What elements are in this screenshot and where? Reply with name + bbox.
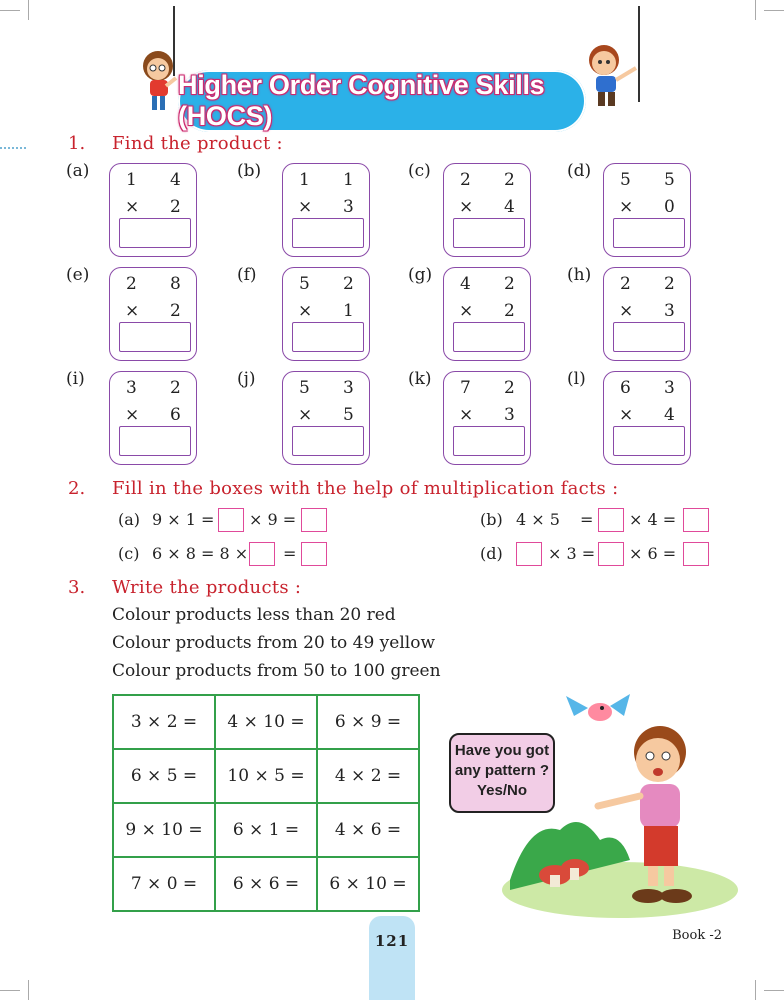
multiplier: 4 — [664, 405, 675, 425]
problem-label: (f) — [237, 265, 257, 285]
product-cell[interactable]: 6 × 10 = — [317, 857, 419, 911]
q3-instruction-1: Colour products less than 20 red — [112, 605, 396, 625]
bubble-line-1: Have you got — [454, 742, 550, 759]
problem-card — [282, 371, 370, 465]
times-sign: × — [619, 301, 634, 321]
ones-digit: 2 — [343, 274, 354, 294]
tens-digit: 2 — [126, 274, 137, 294]
answer-box[interactable] — [119, 322, 191, 352]
q2b-part2: = — [580, 510, 594, 529]
product-cell[interactable]: 4 × 10 = — [215, 695, 317, 749]
answer-box[interactable] — [613, 426, 685, 456]
tens-digit: 6 — [620, 378, 631, 398]
times-sign: × — [125, 301, 140, 321]
q3-instruction-3: Colour products from 50 to 100 green — [112, 661, 441, 681]
product-cell[interactable]: 4 × 6 = — [317, 803, 419, 857]
q2c-label: (c) — [118, 544, 140, 563]
problem-label: (c) — [408, 161, 431, 181]
times-sign: × — [125, 197, 140, 217]
tens-digit: 5 — [620, 170, 631, 190]
problem-card — [603, 371, 691, 465]
answer-box[interactable] — [292, 218, 364, 248]
problem-label: (h) — [567, 265, 592, 285]
tens-digit: 5 — [299, 378, 310, 398]
ones-digit: 4 — [170, 170, 181, 190]
ones-digit: 5 — [664, 170, 675, 190]
title-banner — [178, 70, 586, 132]
page-number: 121 — [374, 932, 410, 950]
times-sign: × — [619, 405, 634, 425]
answer-box[interactable] — [613, 322, 685, 352]
answer-box[interactable] — [453, 322, 525, 352]
bubble-line-2: any pattern ? — [454, 762, 550, 779]
product-cell[interactable]: 10 × 5 = — [215, 749, 317, 803]
q3-instruction-2: Colour products from 20 to 49 yellow — [112, 633, 435, 653]
speech-bubble — [449, 733, 555, 813]
answer-box[interactable] — [292, 426, 364, 456]
q2-title: Fill in the boxes with the help of multiplication facts : — [112, 478, 619, 499]
q3-number: 3. — [68, 577, 86, 598]
page-title: Higher Order Cognitive Skills (HOCS) — [178, 70, 545, 131]
problem-label: (b) — [237, 161, 262, 181]
crop-mark — [0, 10, 20, 11]
product-cell[interactable]: 9 × 10 = — [113, 803, 215, 857]
tens-digit: 2 — [620, 274, 631, 294]
crop-mark — [764, 990, 784, 991]
q2b-part1: 4 × 5 — [516, 510, 560, 529]
multiplier: 3 — [664, 301, 675, 321]
tens-digit: 2 — [460, 170, 471, 190]
product-cell[interactable]: 6 × 9 = — [317, 695, 419, 749]
q2d-answer-box-1[interactable] — [516, 542, 542, 566]
crop-mark — [755, 980, 756, 1000]
page-number-tab — [369, 916, 415, 1000]
multiplier: 2 — [504, 301, 515, 321]
q2d-part1: × 3 = — [548, 544, 596, 563]
answer-box[interactable] — [119, 218, 191, 248]
answer-box[interactable] — [453, 426, 525, 456]
multiplier: 0 — [664, 197, 675, 217]
multiplier: 1 — [343, 301, 354, 321]
tens-digit: 1 — [299, 170, 310, 190]
bubble-line-3[interactable]: Yes/No — [476, 782, 528, 799]
crop-mark — [28, 0, 29, 20]
answer-box[interactable] — [453, 218, 525, 248]
q3-title: Write the products : — [112, 577, 302, 598]
ones-digit: 8 — [170, 274, 181, 294]
problem-card — [109, 163, 197, 257]
product-cell[interactable]: 6 × 1 = — [215, 803, 317, 857]
tens-digit: 5 — [299, 274, 310, 294]
ones-digit: 3 — [343, 378, 354, 398]
q2d-label: (d) — [480, 544, 503, 563]
tens-digit: 3 — [126, 378, 137, 398]
multiplier: 2 — [170, 301, 181, 321]
q2b-answer-box-2[interactable] — [683, 508, 709, 532]
multiplier: 4 — [504, 197, 515, 217]
times-sign: × — [125, 405, 140, 425]
ones-digit: 2 — [664, 274, 675, 294]
q2c-answer-box-1[interactable] — [249, 542, 275, 566]
q1-number: 1. — [68, 133, 86, 154]
tens-digit: 7 — [460, 378, 471, 398]
q2d-answer-box-3[interactable] — [683, 542, 709, 566]
product-cell[interactable]: 7 × 0 = — [113, 857, 215, 911]
problem-label: (a) — [66, 161, 90, 181]
problem-card — [443, 371, 531, 465]
ones-digit: 2 — [504, 274, 515, 294]
answer-box[interactable] — [119, 426, 191, 456]
margin-dots — [0, 147, 26, 149]
times-sign: × — [459, 405, 474, 425]
times-sign: × — [298, 405, 313, 425]
q2b-part3: × 4 = — [629, 510, 677, 529]
q2-number: 2. — [68, 478, 86, 499]
ones-digit: 2 — [504, 170, 515, 190]
problem-label: (l) — [567, 369, 586, 389]
q2d-answer-box-2[interactable] — [598, 542, 624, 566]
answer-box[interactable] — [292, 322, 364, 352]
problem-card — [443, 163, 531, 257]
q2a-part2: × 9 = — [249, 510, 297, 529]
problem-card — [282, 163, 370, 257]
times-sign: × — [298, 301, 313, 321]
crop-mark — [0, 990, 20, 991]
q2b-label: (b) — [480, 510, 503, 529]
ones-digit: 1 — [343, 170, 354, 190]
tens-digit: 1 — [126, 170, 137, 190]
multiplier: 5 — [343, 405, 354, 425]
q2c-part2: = — [283, 544, 297, 563]
crop-mark — [764, 10, 784, 11]
book-label: Book -2 — [672, 928, 722, 943]
q2c-part1: 6 × 8 = 8 × — [152, 544, 249, 563]
problem-card — [443, 267, 531, 361]
product-cell[interactable]: 4 × 2 = — [317, 749, 419, 803]
q2a-part1: 9 × 1 = — [152, 510, 215, 529]
problem-label: (g) — [408, 265, 433, 285]
ones-digit: 3 — [664, 378, 675, 398]
q1-title: Find the product : — [112, 133, 283, 154]
times-sign: × — [459, 301, 474, 321]
problem-label: (k) — [408, 369, 432, 389]
problem-card — [603, 163, 691, 257]
problem-label: (i) — [66, 369, 85, 389]
multiplier: 3 — [343, 197, 354, 217]
multiplier: 6 — [170, 405, 181, 425]
problem-label: (d) — [567, 161, 592, 181]
tens-digit: 4 — [460, 274, 471, 294]
product-cell[interactable]: 3 × 2 = — [113, 695, 215, 749]
ones-digit: 2 — [504, 378, 515, 398]
problem-card — [109, 267, 197, 361]
q2a-answer-box-1[interactable] — [218, 508, 244, 532]
q2d-part2: × 6 = — [629, 544, 677, 563]
ones-digit: 2 — [170, 378, 181, 398]
times-sign: × — [459, 197, 474, 217]
q2a-answer-box-2[interactable] — [301, 508, 327, 532]
product-cell[interactable]: 6 × 6 = — [215, 857, 317, 911]
q2a-label: (a) — [118, 510, 141, 529]
multiplier: 2 — [170, 197, 181, 217]
problem-label: (j) — [237, 369, 256, 389]
problem-label: (e) — [66, 265, 90, 285]
products-table — [112, 694, 420, 912]
crop-mark — [755, 0, 756, 20]
times-sign: × — [619, 197, 634, 217]
answer-box[interactable] — [613, 218, 685, 248]
product-cell[interactable]: 6 × 5 = — [113, 749, 215, 803]
times-sign: × — [298, 197, 313, 217]
problem-card — [109, 371, 197, 465]
boy-illustration — [580, 38, 642, 114]
q2b-answer-box-1[interactable] — [598, 508, 624, 532]
problem-card — [603, 267, 691, 361]
multiplier: 3 — [504, 405, 515, 425]
q2c-answer-box-2[interactable] — [301, 542, 327, 566]
problem-card — [282, 267, 370, 361]
crop-mark — [28, 980, 29, 1000]
